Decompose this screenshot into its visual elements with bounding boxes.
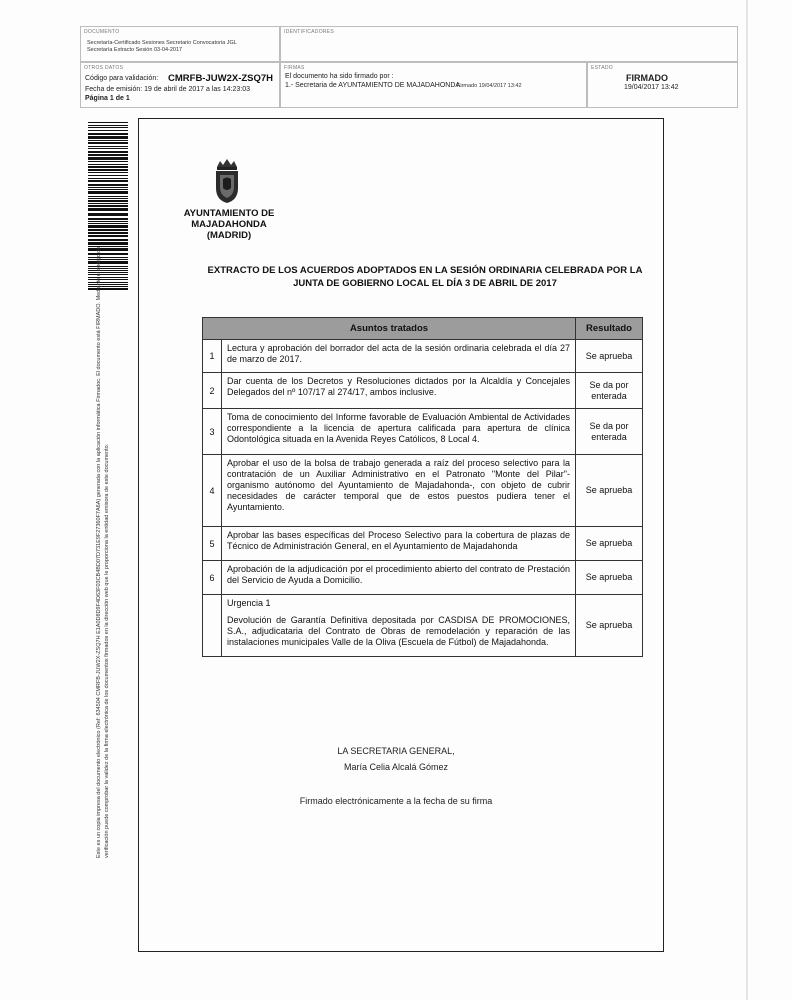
barcode-bar bbox=[88, 127, 128, 128]
row-text-cell bbox=[222, 595, 576, 657]
barcode-bar bbox=[88, 266, 128, 267]
barcode-bar bbox=[88, 175, 128, 176]
header-asuntos: Asuntos tratados bbox=[203, 318, 576, 340]
row-number: 4 bbox=[203, 455, 222, 527]
barcode-bar bbox=[88, 148, 128, 149]
side-verification-text-1: Este es un copia impresa del documento electrónico (Ref: 634504 CMRFB-JUW2X-ZSQ7H E1A0D8D9F4D63F03CB4BD07D731E9F27360F7A6A) generada con la aplicación informática Firmadoc. El documento está FIRMADO. Mediante el código de bbox=[96, 246, 102, 858]
barcode-bar bbox=[88, 221, 128, 222]
agreements-table bbox=[202, 317, 643, 657]
row-number: 1 bbox=[203, 340, 222, 373]
row-number: 6 bbox=[203, 561, 222, 595]
firmas-line1: El documento ha sido firmado por : bbox=[285, 73, 394, 80]
row-text: Dar cuenta de los Decretos y Resoluciones dictados por la Alcaldía y Concejales Delegados del nº 107/17 al 274/17, ambos inclusive. bbox=[222, 373, 576, 409]
org-line-3: (MADRID) bbox=[206, 230, 252, 241]
firmas-label: FIRMAS bbox=[284, 65, 305, 71]
barcode-bar bbox=[88, 235, 128, 237]
header-resultado: Resultado bbox=[576, 318, 643, 340]
barcode-bar bbox=[88, 169, 128, 171]
table-row bbox=[203, 527, 643, 561]
coat-of-arms-icon bbox=[212, 158, 242, 204]
barcode-bar bbox=[88, 229, 128, 231]
barcode-bar bbox=[88, 272, 128, 273]
barcode-icon bbox=[88, 122, 128, 292]
barcode-bar bbox=[88, 191, 128, 194]
row-result: Se aprueba bbox=[576, 340, 643, 373]
barcode-bar bbox=[88, 213, 128, 216]
barcode-bar bbox=[88, 130, 128, 131]
row-text: Aprobación de la adjudicación por el procedimiento abierto del contrato de Prestación del Servicio de Ayuda a Domicilio. bbox=[222, 561, 576, 595]
barcode-bar bbox=[88, 282, 128, 283]
documento-line2: Secretaría Extracto Sesión 03-04-2017 bbox=[87, 47, 183, 53]
barcode-bar bbox=[88, 151, 128, 153]
row-result: Se aprueba bbox=[576, 561, 643, 595]
page-count: Página 1 de 1 bbox=[85, 95, 130, 102]
documento-label: DOCUMENTO bbox=[84, 29, 120, 35]
row-text: Aprobar el uso de la bolsa de trabajo generada a raíz del proceso selectivo para la contratación de un Auxiliar Administrativo en el Patronato "Monte del Pilar"- organismo autónomo del Ayuntamiento de Majadahonda-, con objeto de cubrir necesidades de carácter temporal que de estos puestos pudiera tener el Ayuntamiento. bbox=[222, 455, 576, 527]
barcode-bar bbox=[88, 223, 128, 224]
row-text: Aprobar las bases específicas del Proceso Selectivo para la cobertura de plazas de Técnico de Administración General, en el Ayuntamiento de Majadahonda bbox=[222, 527, 576, 561]
barcode-bar bbox=[88, 184, 128, 186]
barcode-bar bbox=[88, 286, 128, 287]
barcode-bar bbox=[88, 198, 128, 199]
barcode-bar bbox=[88, 232, 128, 234]
barcode-bar bbox=[88, 270, 128, 271]
barcode-bar bbox=[88, 154, 128, 156]
barcode-bar bbox=[88, 218, 128, 220]
barcode-bar bbox=[88, 239, 128, 241]
otros-datos-box bbox=[80, 62, 280, 108]
barcode-bar bbox=[88, 259, 128, 260]
identificadores-box bbox=[280, 26, 738, 62]
row-number: 2 bbox=[203, 373, 222, 409]
organization-name bbox=[170, 208, 288, 241]
barcode-bar bbox=[88, 208, 128, 211]
barcode-bar bbox=[88, 133, 128, 135]
firmas-line2: 1.- Secretaria de AYUNTAMIENTO DE MAJADAHONDA. bbox=[285, 82, 462, 89]
identificadores-label: IDENTIFICADORES bbox=[284, 29, 335, 35]
title-line-1: EXTRACTO DE LOS ACUERDOS ADOPTADOS EN LA SESIÓN ORDINARIA CELEBRADA POR LA bbox=[207, 265, 643, 276]
row-result: Se da por enterada bbox=[576, 409, 643, 455]
documento-box bbox=[80, 26, 280, 62]
row-result: Se da por enterada bbox=[576, 373, 643, 409]
estado-value: FIRMADO bbox=[626, 73, 668, 83]
signature-note: Firmado electrónicamente a la fecha de su firma bbox=[299, 796, 493, 806]
barcode-bar bbox=[88, 157, 128, 160]
row-text: Toma de conocimiento del Informe favorable de Evaluación Ambiental de Actividades correspondiente a la licencia de apertura calificada para apertura de clínica Odontológica situada en la Avenida Reyes Católicos, 8 Local 4. bbox=[222, 409, 576, 455]
firmas-box bbox=[280, 62, 587, 108]
barcode-bar bbox=[88, 122, 128, 123]
signature-name: María Celia Alcalá Gómez bbox=[343, 762, 449, 772]
validation-code: CMRFB-JUW2X-ZSQ7H bbox=[168, 73, 274, 84]
validation-code-prefix: Código para validación: bbox=[85, 75, 159, 82]
row-number: 3 bbox=[203, 409, 222, 455]
row-number bbox=[203, 595, 222, 657]
barcode-bar bbox=[88, 274, 128, 275]
barcode-bar bbox=[88, 164, 128, 165]
row-result: Se aprueba bbox=[576, 455, 643, 527]
page-edge bbox=[746, 0, 748, 1000]
barcode-bar bbox=[88, 288, 128, 290]
barcode-bar bbox=[88, 279, 128, 280]
row-result: Se aprueba bbox=[576, 527, 643, 561]
barcode-bar bbox=[88, 180, 128, 182]
barcode-bar bbox=[88, 257, 128, 258]
barcode-bar bbox=[88, 268, 128, 269]
table-row bbox=[203, 409, 643, 455]
row-text: Devolución de Garantía Definitiva depositada por CASDISA DE PROMOCIONES, S.A., adjudicataria del Contrato de Obras de remodelación y reparación de las instalaciones municipales Valle de la Oliva (Escuela de Fútbol) de Majadahonda. bbox=[227, 615, 570, 647]
barcode-bar bbox=[88, 225, 128, 228]
org-line-1: AYUNTAMIENTO DE bbox=[183, 208, 275, 219]
barcode-bar bbox=[88, 172, 128, 173]
table-row bbox=[203, 373, 643, 409]
row-number: 5 bbox=[203, 527, 222, 561]
title-line-2: JUNTA DE GOBIERNO LOCAL EL DÍA 3 DE ABRIL DE 2017 bbox=[293, 278, 557, 289]
barcode-bar bbox=[88, 246, 128, 247]
row-text: Lectura y aprobación del borrador del acta de la sesión ordinaria celebrada el día 27 de marzo de 2017. bbox=[222, 340, 576, 373]
barcode-bar bbox=[88, 205, 128, 207]
barcode-bar bbox=[88, 187, 128, 188]
signature-role: LA SECRETARIA GENERAL, bbox=[337, 746, 455, 756]
barcode-bar bbox=[88, 161, 128, 162]
barcode-bar bbox=[88, 125, 128, 126]
barcode-bar bbox=[88, 196, 128, 197]
barcode-bar bbox=[88, 140, 128, 141]
firmas-line2-date: Firmado 19/04/2017 13:42 bbox=[457, 83, 522, 89]
table-header-row bbox=[203, 318, 643, 340]
table-row bbox=[203, 595, 643, 657]
estado-label: ESTADO bbox=[591, 65, 613, 71]
barcode-bar bbox=[88, 146, 128, 147]
barcode-bar bbox=[88, 142, 128, 144]
estado-date: 19/04/2017 13:42 bbox=[624, 84, 679, 91]
barcode-bar bbox=[88, 248, 128, 251]
table-row bbox=[203, 340, 643, 373]
barcode-bar bbox=[88, 242, 128, 245]
table-row bbox=[203, 455, 643, 527]
barcode-bar bbox=[88, 253, 128, 255]
barcode-bar bbox=[88, 203, 128, 204]
barcode-bar bbox=[88, 166, 128, 168]
side-verification-text-2: verificación puede comprobar la validez de la firma electrónica de los documentos firmados en la dirección web que le proporciona la entidad emisora de este documento. bbox=[104, 443, 110, 858]
row-heading: Urgencia 1 bbox=[227, 598, 271, 608]
row-result: Se aprueba bbox=[576, 595, 643, 657]
barcode-bar bbox=[88, 189, 128, 190]
estado-box bbox=[587, 62, 738, 108]
barcode-bar bbox=[88, 277, 128, 278]
barcode-bar bbox=[88, 178, 128, 179]
table-row bbox=[203, 561, 643, 595]
barcode-bar bbox=[88, 261, 128, 264]
documento-line1: Secretaría-Certificado Sesiones Secretario Convocatoria JGL bbox=[87, 40, 237, 46]
otros-datos-label: OTROS DATOS bbox=[84, 65, 124, 71]
emission-date: Fecha de emisión: 19 de abril de 2017 a las 14:23:03 bbox=[85, 86, 251, 93]
org-line-2: MAJADAHONDA bbox=[191, 219, 267, 230]
barcode-bar bbox=[88, 200, 128, 202]
barcode-bar bbox=[88, 284, 128, 285]
barcode-bar bbox=[88, 136, 128, 139]
document-title bbox=[196, 264, 654, 290]
